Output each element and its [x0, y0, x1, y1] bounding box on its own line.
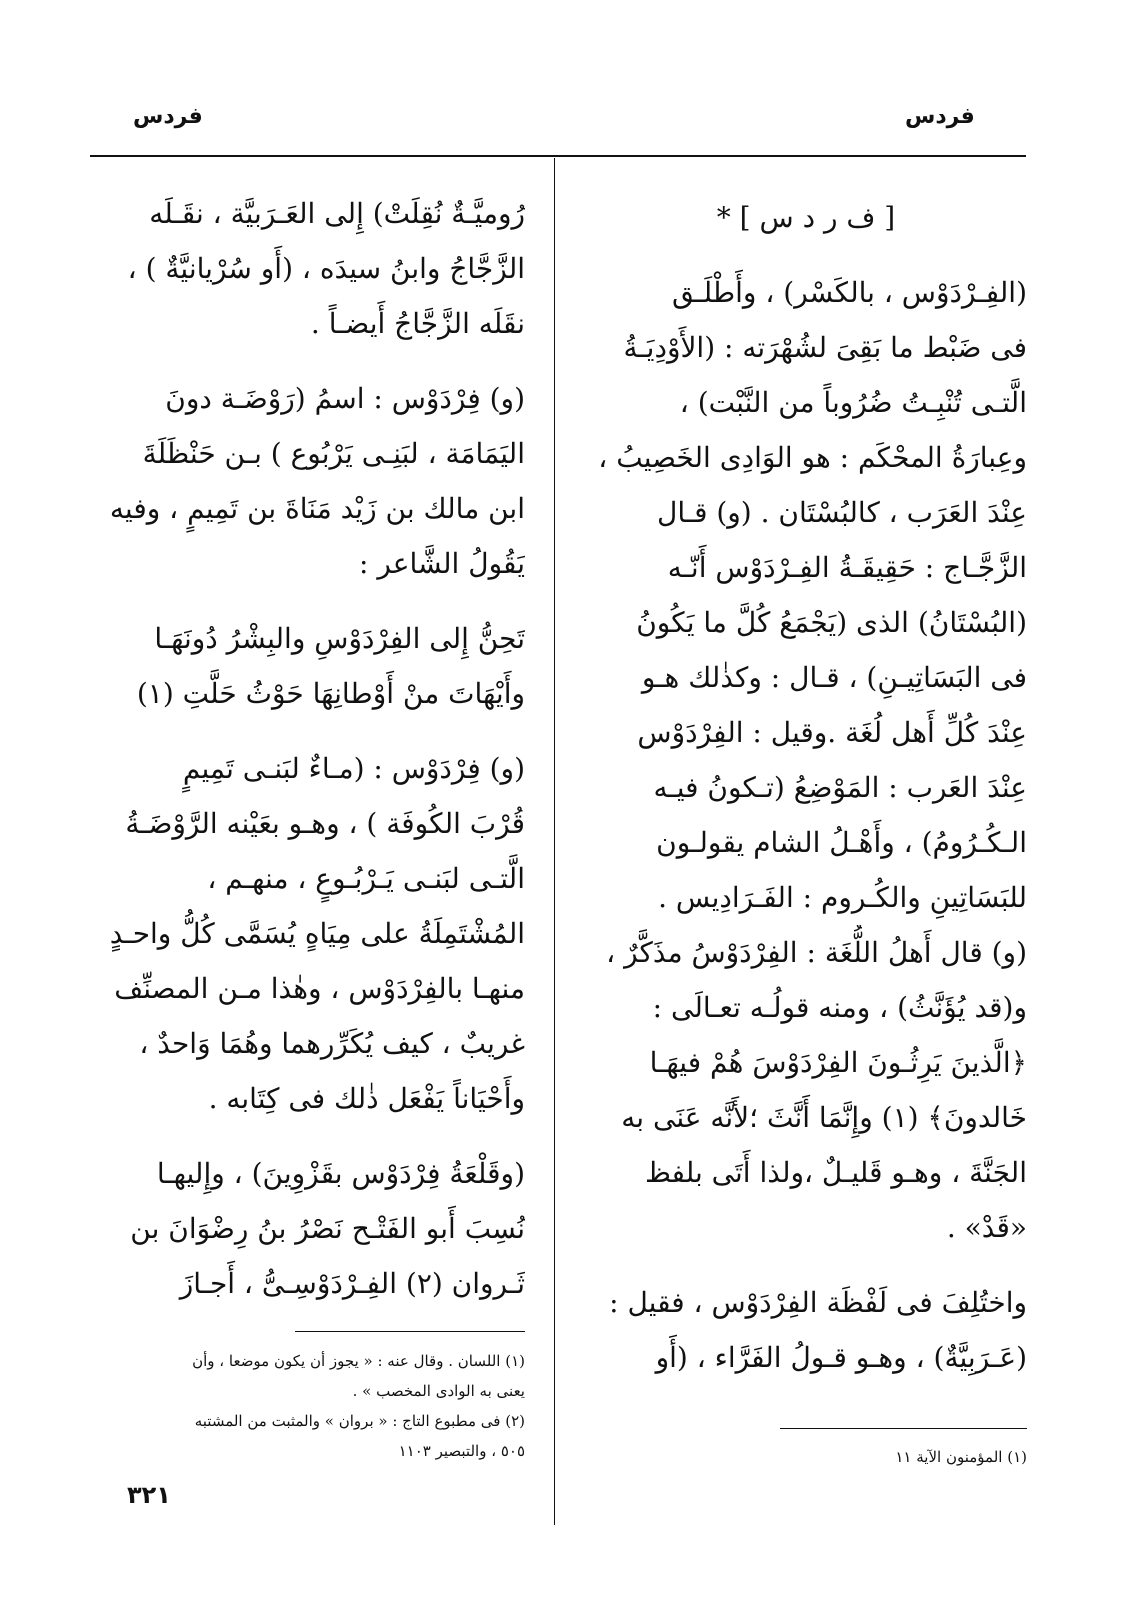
text-line: فى البَسَاتِيـنِ) ، قـال : وكذٰلك هـو [641, 661, 1027, 694]
footnote-rule-right [780, 1428, 1027, 1429]
text-line: (وقَلْعَةُ فِرْدَوْس بقَزْوِينَ) ، وإِليهـا [156, 1157, 525, 1190]
text-line: خَالدونَ﴾ (١) وإِنَّمَا أَنَّثَ ؛لأَنَّه عَنَى به [621, 1101, 1027, 1134]
footnote-line: (١) المؤمنون الآية ١١ [895, 1448, 1027, 1466]
text-line: «قَدْ» . [946, 1211, 1027, 1244]
text-line: (و) فِرْدَوْس : (مـاءٌ لبَنـى تَمِيمٍ [182, 752, 525, 785]
text-line: وأَحْيَاناً يَفْعَل ذٰلك فى كِتَابه . [208, 1082, 525, 1115]
text-line: عِنْدَ كُلِّ أَهل لُغَة .وقيل : الفِرْدَوْس [637, 716, 1027, 749]
footnote-line: (٢) فى مطبوع التاج : « بروان » والمثبت من المشتبه [194, 1412, 525, 1430]
text-line: الـكُـرُومُ) ، وأَهْـلُ الشام يقولـون [656, 826, 1027, 859]
text-line: واختُلِفَ فى لَفْظَة الفِرْدَوْس ، فقيل : [609, 1286, 1027, 1319]
text-line: وعِبارَةُ المحْكَم : هو الوَادِى الخَصِيبُ ، [598, 441, 1027, 474]
text-line: اليَمَامَة ، لبَنِـى يَرْبُوع ) بـن حَنْظَلَةَ [142, 437, 525, 470]
text-line: للبَسَاتِينِ والكُـروم : الفَـرَادِيس . [658, 881, 1027, 914]
verse-line: وأَيْهَاتَ منْ أَوْطانِهَا حَوْثُ حَلَّتِ (١) [136, 677, 525, 710]
text-line: ابن مالك بن زَيْد مَنَاةَ بن تَمِيمٍ ، وفيه [109, 492, 525, 525]
text-line: (و) قال أَهلُ اللُّغَة : الفِرْدَوْسُ مذَكَّرٌ ، [606, 936, 1027, 969]
poetry-verse [90, 611, 525, 721]
text-line: (عَـرَبِيَّةٌ) ، وهـو قـولُ الفَرَّاء ، (أَو [655, 1341, 1027, 1374]
text-line: الَّتـى لبَنـى يَـرْبُـوعٍ ، منهـم ، [207, 862, 525, 895]
footnotes-right [780, 1442, 1027, 1472]
text-line: نقَلَه الزَّجَّاجُ أَيضـاً . [310, 307, 525, 340]
text-line: قُرْبَ الكُوفَة ) ، وهـو بعَيْنه الرَّوْضَـةُ [125, 807, 525, 840]
text-line: منهـا بالفِرْدَوْس ، وهٰذا مـن المصنِّف [114, 972, 525, 1005]
text-line: عِنْدَ العَرَب ، كالبُسْتَان . (و) قـال [656, 496, 1027, 529]
text-line: (الفِـرْدَوْس ، بالكَسْر) ، وأَطْلَـق [672, 276, 1027, 309]
header-rule [90, 155, 1026, 157]
text-line: و(قد يُؤَنَّثُ) ، ومنه قولُـه تعـالَى : [652, 991, 1027, 1024]
verse-line: تَحِنُّ إِلى الفِرْدَوْسِ والبِشْرُ دُونَهَـا [154, 622, 525, 655]
text-line: فى ضَبْط ما بَقِىَ لشُهْرَته : (الأَوْدِيَـةُ [623, 331, 1027, 364]
text-line: المُشْتَمِلَةُ على مِيَاهٍ يُسَمَّى كُلُّ واحـدٍ [109, 917, 525, 950]
footnote-line: ٥٠٥ ، والتبصير ١١٠٣ [398, 1442, 525, 1460]
right-paragraph-1 [585, 265, 1027, 1255]
text-line: ثَـروان (٢) الفِـرْدَوْسِـىُّ ، أَجـازَ [179, 1267, 525, 1300]
right-paragraph-2 [585, 1275, 1027, 1385]
text-line: الزَّجَّـاج : حَقِيقَـةُ الفِـرْدَوْس أَنّـه [667, 551, 1027, 584]
text-line: الزَّجَّاجُ وابنُ سيدَه ، (أَو سُرْيانيَّةٌ ) ، [127, 252, 525, 285]
text-line: عِنْدَ العَرب : المَوْضِعُ (تـكونُ فيـه [653, 771, 1027, 804]
left-paragraph-3 [90, 741, 525, 1126]
text-line: ﴿الَّذينَ يَرِثُـونَ الفِرْدَوْسَ هُمْ فيهَـا [649, 1046, 1027, 1079]
footnote-line: يعنى به الوادى المخصب » . [352, 1382, 525, 1400]
left-column [90, 186, 525, 1311]
left-paragraph-4 [90, 1146, 525, 1311]
left-paragraph-2 [90, 371, 525, 591]
text-line: (البُسْتَانُ) الذى (يَجْمَعُ كُلَّ ما يَكُونُ [636, 606, 1027, 639]
text-line: نُسِبَ أَبو الفَتْـح نَصْرُ بنُ رِضْوَانَ بن [130, 1212, 525, 1245]
entry-heading: [ ف ر د س ] * [716, 201, 896, 234]
text-line: الَّتـى تُنْبِـتُ ضُرُوباً من النَّبْت) ، [679, 386, 1027, 419]
footnotes-left [90, 1346, 525, 1466]
running-header-right: فردس [905, 104, 975, 129]
text-line: الجَنَّةَ ، وهـو قَليـلٌ ،ولذا أَتَى بلفظ [644, 1156, 1027, 1189]
text-line: رُوميَّـةٌ نُقِلَتْ) إِلى العَـرَبيَّة ، نقَـلَه [149, 197, 525, 230]
right-column [585, 190, 1027, 1385]
footnote-line: (١) اللسان . وقال عنه : « يجوز أن يكون موضعا ، وأن [192, 1352, 525, 1370]
text-line: يَقُولُ الشَّاعر : [359, 547, 525, 580]
text-line: (و) فِرْدَوْس : اسمُ (رَوْضَـة دونَ [165, 382, 525, 415]
text-line: غريبٌ ، كيف يُكَرِّرهما وهُمَا وَاحدٌ ، [139, 1027, 525, 1060]
page-number: ٣٢١ [127, 1481, 171, 1509]
running-header-left: فردس [133, 104, 203, 129]
footnote-rule-left [295, 1331, 525, 1332]
column-divider [554, 158, 555, 1525]
left-paragraph-1 [90, 186, 525, 351]
